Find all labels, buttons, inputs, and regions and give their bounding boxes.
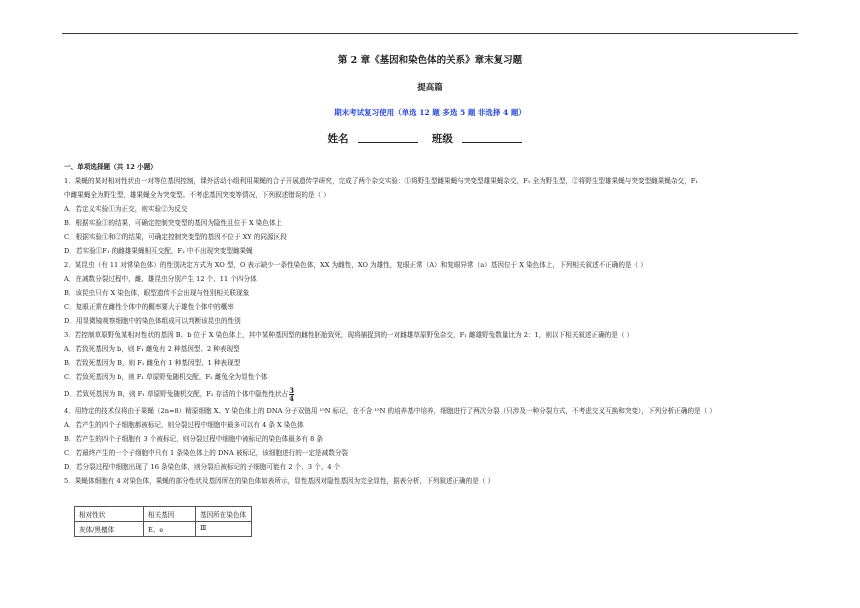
usage-note: 期末考试复习使用（单选 12 题 多选 5 题 非选择 4 题） bbox=[334, 108, 526, 117]
table-cell: Ⅲ bbox=[196, 522, 252, 537]
table-header-cell: 基因所在染色体 bbox=[196, 507, 252, 522]
question-3-option-b: B．若致死基因为 B，则 F₁ 雌兔有 1 种基因型、1 种表现型 bbox=[64, 359, 241, 367]
document-title: 第 2 章《基因和染色体的关系》章末复习题 bbox=[337, 55, 523, 66]
question-2-stem: 2．某昆虫（有 11 对常染色体）的性别决定方式为 XO 型，O 表示缺少一条性染色体，XX 为雌性，XO 为雄性，复眼正常（A）和复眼异常（a）基因位于 X 染色体上，下列相关叙述不正确的是（ ） bbox=[64, 261, 647, 269]
section-heading: 一、单项选择题（共 12 小题） bbox=[64, 163, 157, 171]
question-3-option-c: C．若致死基因为 b，则 F₁ 草原野兔随机交配，F₂ 雌兔全为显性个体 bbox=[64, 373, 268, 381]
fraction bbox=[289, 387, 294, 402]
table-header-cell: 相关基因 bbox=[144, 507, 196, 522]
question-1-option-b: B．根据实验①的结果，可确定控制突变型的基因为隐性且位于 X 染色体上 bbox=[64, 219, 283, 227]
name-class-line bbox=[0, 131, 860, 146]
table-row bbox=[75, 522, 252, 537]
question-1-option-a: A．若定义实验①为正交，则实验②为反交 bbox=[64, 205, 188, 213]
question-1-stem: 1．果蝇的某对相对性状由一对等位基因控制，课外活动小组利用果蝇的合子开展遗传学研究，完成了两个杂交实验：①将野生型雌果蝇与突变型雄果蝇杂交，F₁ 全为野生型，②将野生型雄果蝇与突变型雌果蝇杂交，F₁ bbox=[64, 177, 698, 185]
name-blank[interactable] bbox=[358, 133, 418, 143]
question-4-option-d: D．若分裂过程中细胞出现了 16 条染色体，则分裂后被标记的子细胞可能有 2 个、3 个、4 个 bbox=[64, 463, 341, 471]
question-2-option-a: A．在减数分裂过程中，雌、雄昆虫分别产生 12 个、11 个四分体 bbox=[64, 275, 257, 283]
fraction-numerator: 3 bbox=[289, 385, 295, 395]
question-4-option-c: C．若最终产生的一个子细胞中只有 1 条染色体上的 DNA 被标记，该细胞进行的一定是减数分裂 bbox=[64, 449, 349, 457]
class-label: 班级 bbox=[431, 133, 453, 145]
question-2-option-b: B．该昆虫只有 X 染色体，眼型遗传不会出现与性别相关联现象 bbox=[64, 289, 250, 297]
question-3-option-d bbox=[64, 384, 798, 404]
question-2-option-c: C．复眼正常在雌性个体中的概率要大于雄性个体中的概率 bbox=[64, 303, 234, 311]
question-5-stem: 5．果蝇体细胞有 4 对染色体，果蝇的部分性状及基因所在的染色体如表所示，显性基因对隐性基因为完全显性，据表分析，下列叙述正确的是（ ） bbox=[64, 477, 495, 485]
name-label: 姓名 bbox=[327, 133, 349, 145]
question-1-option-d: D．若实验①F₁ 的雌雄果蝇相互交配，F₂ 中不出现突变型雌果蝇 bbox=[64, 247, 253, 255]
document-subtitle: 提高篇 bbox=[417, 83, 443, 93]
question-3-stem: 3．若控制草原野兔某相对性状的基因 B、b 位于 X 染色体上，其中某种基因型的雌性胚胎致死，现将捕捉到的一对雌雄草原野兔杂交，F₁ 雌雄野兔数量比为 2：1，则以下相关叙述正确的是（ ） bbox=[64, 331, 634, 339]
question-1-option-c: C．根据实验①和②的结果，可确定控制突变型的基因不位于 XY 的同源区段 bbox=[64, 233, 287, 241]
question-4-option-b: B．若产生的四个子细胞有 3 个被标记，则分裂过程中细胞中被标记的染色体最多有 8 条 bbox=[64, 435, 323, 443]
class-blank[interactable] bbox=[462, 133, 522, 143]
question-1-stem-cont: 中雌果蝇全为野生型，雄果蝇全为突变型。不考虑基因突变等情况，下列叙述错误的是（ ） bbox=[64, 191, 330, 199]
table-cell: E、e bbox=[144, 522, 196, 537]
table-header-cell: 相对性状 bbox=[75, 507, 144, 522]
table-cell: 灰体/黑檀体 bbox=[75, 522, 144, 537]
question-4-stem: 4．用特定的技术仅将由于果蝇（2n=8）精原细胞 X、Y 染色体上的 DNA 分子双链用 ¹⁵N 标记，在不含 ¹⁵N 的培养基中培养，细胞进行了两次分裂（只涉及一种分裂方式，不考虑交叉互换和突变），下列分析正确的是（ ） bbox=[64, 407, 716, 415]
top-rule bbox=[62, 33, 798, 34]
fraction-denominator: 4 bbox=[289, 393, 295, 403]
question-4-option-a: A．若产生的四个子细胞都被标记，则分裂过程中细胞中最多可以有 4 条 X 染色体 bbox=[64, 421, 304, 429]
gene-table bbox=[74, 506, 252, 537]
question-2-option-d: D．用显微镜观察细胞中的染色体组成可以判断该昆虫的性别 bbox=[64, 317, 241, 325]
table-header-row bbox=[75, 507, 252, 522]
question-3-option-a: A．若致死基因为 b，则 F₁ 雌兔有 2 种基因型、2 种表现型 bbox=[64, 345, 240, 353]
question-content bbox=[64, 160, 798, 488]
question-3-option-d-text: D．若致死基因为 B，则 F₁ 草原野兔随机交配，F₂ 存活的个体中隐性性状占 bbox=[64, 390, 289, 398]
